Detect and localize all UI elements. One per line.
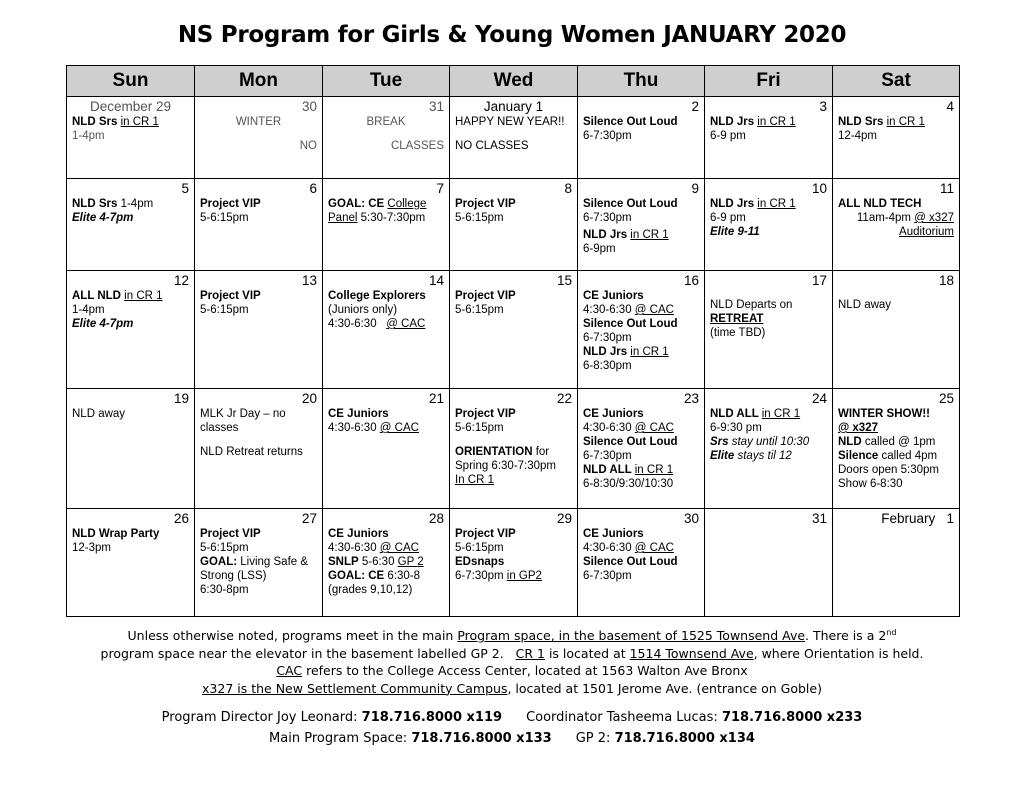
day-cell [705, 389, 833, 509]
day-cell [195, 97, 323, 179]
day-cell [195, 509, 323, 617]
event-line: (grades 9,10,12) [328, 584, 413, 596]
event-line: NLD away [72, 408, 126, 420]
event-line: 6-7:30pm [583, 450, 632, 462]
event-line: Auditorium [899, 226, 954, 238]
event-line: Project VIP [455, 408, 516, 420]
event-line: Project VIP [200, 198, 261, 210]
event-line: EDsnaps [455, 556, 505, 568]
event-line: WINTER [235, 116, 282, 128]
day-number: 26 [173, 511, 189, 526]
day-cell [578, 179, 705, 271]
event-line: Srs stay until 10:30 [710, 436, 810, 448]
day-number: 27 [301, 511, 317, 526]
director-label: Program Director Joy Leonard: [161, 710, 362, 725]
day-cell [323, 389, 450, 509]
event-line: Project VIP [200, 290, 261, 302]
day-number: 31 [428, 99, 444, 114]
day-cell [195, 271, 323, 389]
event-line: WINTER SHOW!! [838, 408, 930, 420]
coordinator-phone: 718.716.8000 x233 [721, 710, 863, 725]
event-line: RETREAT [710, 313, 764, 325]
event-line: 6-9:30 pm [710, 422, 762, 434]
day-cell [323, 271, 450, 389]
day-cell [578, 97, 705, 179]
day-number: 22 [556, 391, 572, 406]
event-line: CE Juniors [328, 528, 389, 540]
event-line: 4:30-6:30 @ CAC [328, 422, 419, 434]
event-line: CE Juniors [328, 408, 389, 420]
day-cell [67, 179, 195, 271]
day-cell [450, 179, 578, 271]
coordinator-label: Coordinator Tasheema Lucas: [526, 710, 722, 725]
event-line: Panel 5:30-7:30pm [328, 212, 426, 224]
event-line: 6-7:30pm in GP2 [455, 570, 542, 582]
main-space-label: Main Program Space: [269, 731, 412, 746]
day-cell [705, 271, 833, 389]
event-line: 6-8:30/9:30/10:30 [583, 478, 674, 490]
day-cell [833, 271, 960, 389]
day-number: 17 [811, 273, 827, 288]
event-line: NO [299, 140, 317, 152]
day-number: 2 [691, 99, 699, 114]
day-number: 14 [428, 273, 444, 288]
event-line: NLD Retreat returns [200, 446, 303, 458]
event-line: NLD Jrs in CR 1 [710, 198, 796, 210]
event-line: 6-7:30pm [583, 332, 632, 344]
event-line: CE Juniors [583, 290, 644, 302]
day-number: 12 [173, 273, 189, 288]
day-number: 30 [683, 511, 699, 526]
event-line: GOAL: CE 6:30-8 [328, 570, 421, 582]
event-line: NLD Jrs in CR 1 [583, 229, 669, 241]
day-cell [450, 509, 578, 617]
day-cell [578, 389, 705, 509]
contacts-line-1 [40, 710, 984, 725]
event-line: ALL NLD in CR 1 [72, 290, 163, 302]
footer-line: x327 is the New Settlement Community Campus, located at 1501 Jerome Ave. (entrance on Goble) [202, 680, 822, 696]
day-number: 11 [939, 181, 954, 196]
event-line: 6-7:30pm [583, 570, 632, 582]
event-line: NLD away [838, 299, 892, 311]
calendar-grid [66, 65, 960, 617]
event-line: 4:30-6:30 @ CAC [583, 542, 674, 554]
event-line: Project VIP [200, 528, 261, 540]
event-line: NLD ALL in CR 1 [710, 408, 801, 420]
gp2-phone: 718.716.8000 x134 [614, 731, 755, 746]
contacts-line-2 [40, 731, 984, 746]
day-cell [67, 97, 195, 179]
event-line: In CR 1 [455, 474, 494, 486]
event-line: NO CLASSES [455, 140, 529, 152]
weekday-sat: Sat [833, 66, 960, 97]
event-line: 5-6:15pm [200, 542, 249, 554]
day-cell [833, 389, 960, 509]
main-space-phone: 718.716.8000 x133 [411, 731, 552, 746]
event-line: Silence Out Loud [583, 556, 678, 568]
day-number: 21 [428, 391, 444, 406]
event-line: 4:30-6:30 @ CAC [583, 422, 674, 434]
event-line: ORIENTATION for Spring 6:30-7:30pm [455, 446, 557, 472]
event-line: CE Juniors [583, 528, 644, 540]
event-line: Silence Out Loud [583, 116, 678, 128]
day-number: 10 [811, 181, 827, 196]
event-line: Project VIP [455, 198, 516, 210]
event-line: 6-9 pm [710, 212, 746, 224]
event-line: 6-9 pm [710, 130, 746, 142]
week-row [67, 97, 960, 179]
day-cell [67, 389, 195, 509]
event-line: Elite 4-7pm [72, 212, 134, 224]
day-cell [833, 509, 960, 617]
event-line: GOAL: Living Safe & Strong (LSS) [200, 556, 309, 582]
day-number: 31 [811, 511, 827, 526]
event-line: Doors open 5:30pm [838, 464, 940, 476]
day-number: 25 [938, 391, 954, 406]
day-cell [705, 97, 833, 179]
event-line: Silence Out Loud [583, 318, 678, 330]
event-line: Elite 4-7pm [72, 318, 134, 330]
day-cell [833, 97, 960, 179]
event-line: @ x327 [838, 422, 878, 434]
event-line: 6:30-8pm [200, 584, 249, 596]
day-number: 3 [819, 99, 827, 114]
director-phone: 718.716.8000 x119 [361, 710, 503, 725]
day-number: December 29 [89, 99, 172, 114]
event-line: NLD Srs in CR 1 [72, 116, 159, 128]
event-line: Project VIP [455, 528, 516, 540]
day-number: 9 [691, 181, 699, 196]
day-number: 19 [173, 391, 189, 406]
day-number: 7 [436, 181, 444, 196]
day-cell [450, 97, 578, 179]
event-line: 4:30-6:30 @ CAC [328, 542, 419, 554]
gp2-label: GP 2: [575, 731, 615, 746]
day-cell [833, 179, 960, 271]
event-line: ALL NLD TECH [838, 198, 922, 210]
day-cell [578, 271, 705, 389]
event-line: 5-6:15pm [455, 212, 504, 224]
event-line: CLASSES [390, 140, 444, 152]
day-number: 28 [428, 511, 444, 526]
day-number: 30 [301, 99, 317, 114]
day-cell [450, 389, 578, 509]
day-number: 24 [811, 391, 827, 406]
event-line: NLD Srs in CR 1 [838, 116, 925, 128]
event-line: SNLP 5-6:30 GP 2 [328, 556, 424, 568]
event-line: 5-6:15pm [200, 212, 249, 224]
footer-line: Unless otherwise noted, programs meet in the main Program space, in the basement of 1525 Townsend Ave. There is a 2nd [127, 628, 897, 644]
event-line: 12-4pm [838, 130, 877, 142]
event-line: 1-4pm [72, 304, 105, 316]
week-row [67, 271, 960, 389]
weekday-wed: Wed [450, 66, 578, 97]
event-line: 6-8:30pm [583, 360, 632, 372]
event-line: NLD Wrap Party [72, 528, 160, 540]
weekday-sun: Sun [67, 66, 195, 97]
weekday-mon: Mon [195, 66, 323, 97]
footer-notes [40, 624, 984, 697]
event-line: Project VIP [455, 290, 516, 302]
week-row [67, 509, 960, 617]
day-cell [450, 271, 578, 389]
day-cell [705, 179, 833, 271]
footer-line: CAC refers to the College Access Center, located at 1563 Walton Ave Bronx [276, 663, 748, 679]
event-line: 5-6:15pm [455, 542, 504, 554]
day-cell [67, 271, 195, 389]
day-number: January 1 [483, 99, 544, 114]
event-line: 12-3pm [72, 542, 111, 554]
event-line: 5-6:15pm [200, 304, 249, 316]
day-cell [705, 509, 833, 617]
event-line: NLD Jrs in CR 1 [710, 116, 796, 128]
event-line: Silence Out Loud [583, 436, 678, 448]
event-line: CE Juniors [583, 408, 644, 420]
day-number: 16 [683, 273, 699, 288]
day-number: 13 [301, 273, 317, 288]
event-line: GOAL: CE College [328, 198, 427, 210]
weekday-fri: Fri [705, 66, 833, 97]
event-line: NLD Departs on [710, 299, 793, 311]
weekday-tue: Tue [323, 66, 450, 97]
event-line: (time TBD) [710, 327, 766, 339]
day-cell [323, 509, 450, 617]
event-line: Elite stays til 12 [710, 450, 792, 462]
day-number: 18 [938, 273, 954, 288]
day-number: February 1 [881, 511, 954, 526]
day-cell [195, 389, 323, 509]
event-line: 5-6:15pm [455, 304, 504, 316]
day-number: 15 [556, 273, 572, 288]
event-line: Show 6-8:30 [838, 478, 903, 490]
week-row [67, 389, 960, 509]
event-line: BREAK [366, 116, 406, 128]
day-number: 6 [309, 181, 317, 196]
day-cell [323, 179, 450, 271]
weekday-thu: Thu [578, 66, 705, 97]
page-title: NS Program for Girls & Young Women JANUARY 2020 [177, 22, 847, 48]
event-line: NLD Srs 1-4pm [72, 198, 154, 210]
event-line: 4:30-6:30 @ CAC [328, 318, 426, 330]
event-line: 4:30-6:30 @ CAC [583, 304, 674, 316]
event-line: MLK Jr Day – no classes [200, 408, 286, 434]
event-line: NLD Jrs in CR 1 [583, 346, 669, 358]
day-number: 8 [564, 181, 572, 196]
event-line: 11am-4pm @ x327 [856, 212, 954, 224]
day-number: 5 [181, 181, 189, 196]
week-row [67, 179, 960, 271]
event-line: Elite 9-11 [710, 226, 760, 238]
day-cell [195, 179, 323, 271]
event-line: Silence called 4pm [838, 450, 938, 462]
event-line: Silence Out Loud [583, 198, 678, 210]
event-line: HAPPY NEW YEAR!! [455, 116, 565, 128]
day-number: 20 [301, 391, 317, 406]
event-line: 6-7:30pm [583, 130, 632, 142]
event-line: 5-6:15pm [455, 422, 504, 434]
event-line: NLD called @ 1pm [838, 436, 936, 448]
day-cell [67, 509, 195, 617]
event-line: 1-4pm [72, 130, 105, 142]
day-number: 23 [683, 391, 699, 406]
event-line: NLD ALL in CR 1 [583, 464, 674, 476]
event-line: 6-7:30pm [583, 212, 632, 224]
day-cell [323, 97, 450, 179]
event-line: 6-9pm [583, 243, 616, 255]
event-line: (Juniors only) [328, 304, 398, 316]
day-number: 29 [556, 511, 572, 526]
day-number: 4 [946, 99, 954, 114]
day-cell [578, 509, 705, 617]
event-line: College Explorers [328, 290, 426, 302]
weekday-header [67, 66, 960, 97]
footer-line: program space near the elevator in the basement labelled GP 2. CR 1 is located at 1514 Townsend Ave, where Orientation is held. [100, 645, 924, 661]
